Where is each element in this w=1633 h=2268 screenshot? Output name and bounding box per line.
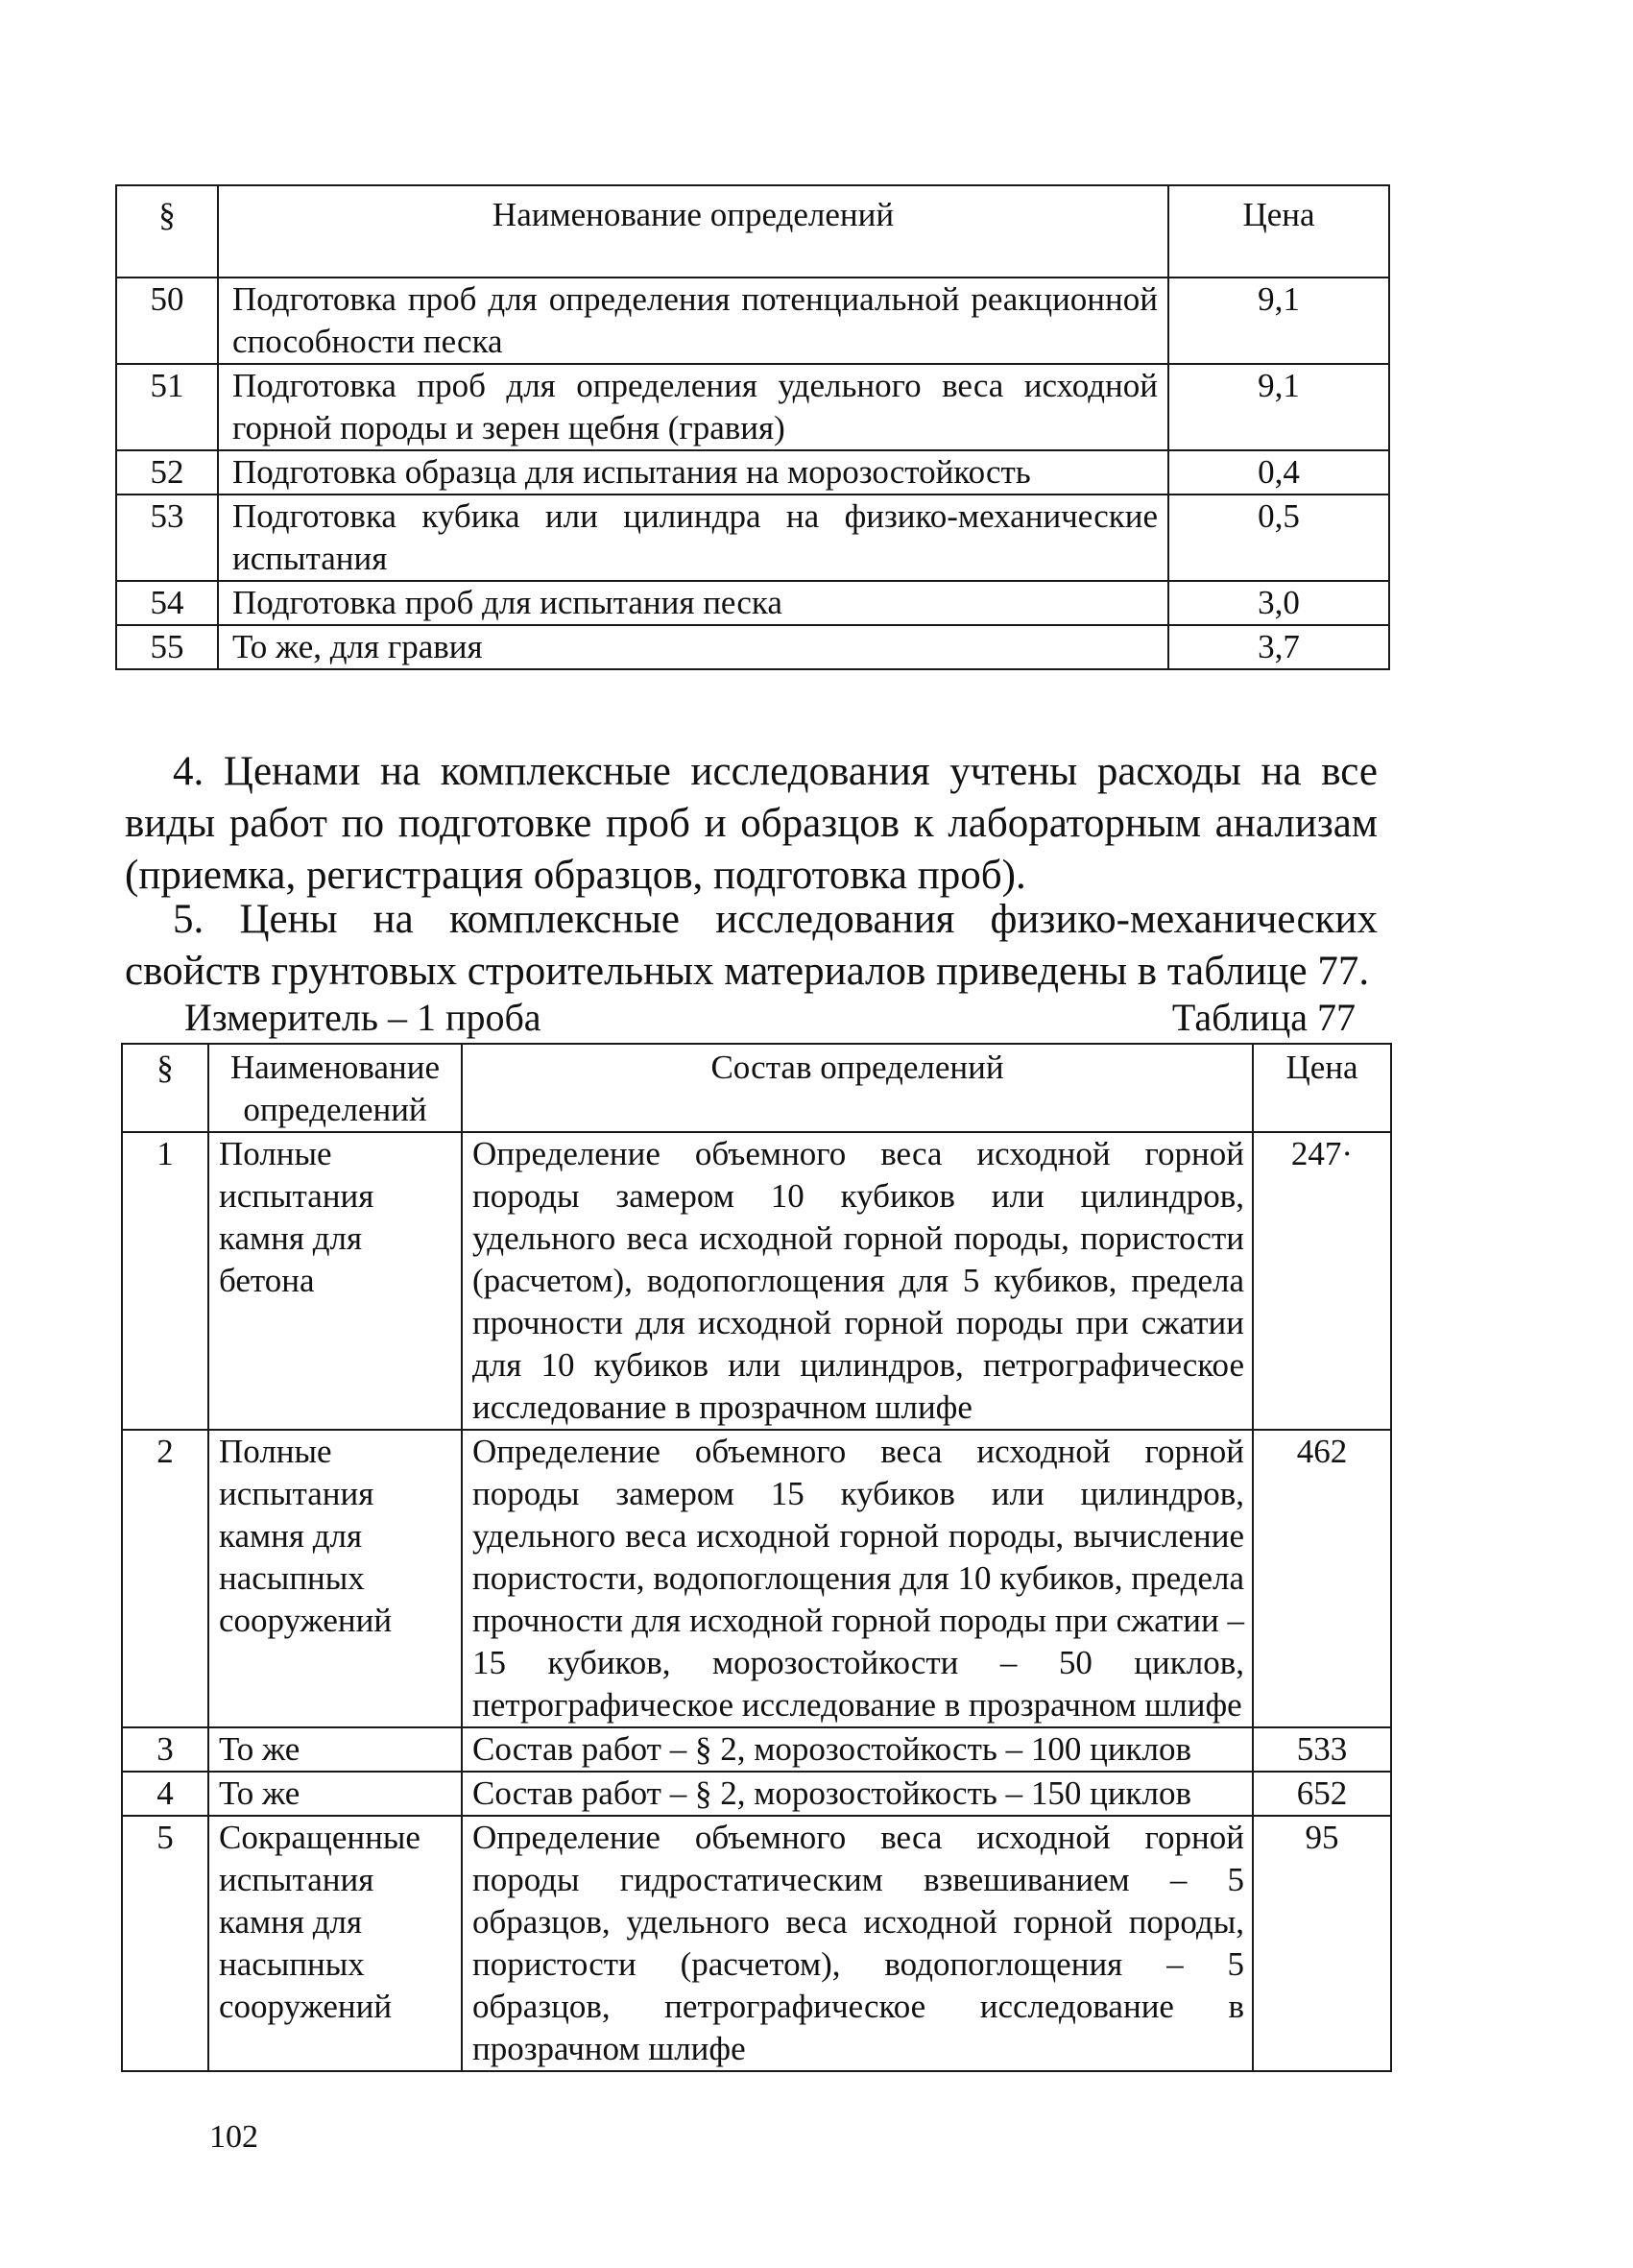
row-composition: Определение объемного веса исходной горной породы замером 15 кубиков или цилиндров, удельного веса исходной горной породы, вычисление пористости, водопоглощения для 10 кубиков, предела прочности для исходной горной породы при сжатии – 15 кубиков, морозостойкости – 50 циклов, петрографическое исследование в прозрачном шлифе xyxy=(462,1430,1253,1727)
row-name: Сокращенные испытания камня для насыпных сооружений xyxy=(208,1816,462,2071)
row-price: 9,1 xyxy=(1168,277,1389,364)
table-row xyxy=(116,495,1389,581)
row-price: 95 xyxy=(1253,1816,1391,2071)
row-price: 3,7 xyxy=(1168,625,1389,669)
table-row xyxy=(116,450,1389,495)
preparation-prices-table xyxy=(115,184,1390,670)
table-77-caption xyxy=(184,995,1356,1041)
row-name: Подготовка проб для испытания песка xyxy=(218,581,1168,625)
row-name: Подготовка образца для испытания на морозостойкость xyxy=(218,450,1168,495)
table-row xyxy=(116,277,1389,364)
header-section: § xyxy=(122,1044,208,1132)
table-header-row xyxy=(116,185,1389,277)
paragraph-5-text: 5. Цены на комплексные исследования физико-механических свойств грунтовых строительных материалов приведены в таблице 77. xyxy=(125,897,1378,994)
row-number: 52 xyxy=(116,450,218,495)
paragraph-5 xyxy=(125,894,1378,998)
row-name: Подготовка проб для определения потенциальной реакционной способности песка xyxy=(218,277,1168,364)
header-price: Цена xyxy=(1253,1044,1391,1132)
row-price: 0,4 xyxy=(1168,450,1389,495)
row-price: 652 xyxy=(1253,1772,1391,1816)
row-name: То же xyxy=(208,1727,462,1772)
row-composition: Определение объемного веса исходной горной породы гидростатическим взвешиванием – 5 образцов, удельного веса исходной горной породы, пористости (расчетом), водопоглощения – 5 образцов, петрографическое исследование в прозрачном шлифе xyxy=(462,1816,1253,2071)
table-row xyxy=(122,1430,1391,1727)
table-row xyxy=(122,1772,1391,1816)
row-number: 2 xyxy=(122,1430,208,1727)
table-row xyxy=(116,625,1389,669)
table-label: Таблица 77 xyxy=(1171,996,1356,1039)
table-row xyxy=(122,1727,1391,1772)
row-composition: Состав работ – § 2, морозостойкость – 150 циклов xyxy=(462,1772,1253,1816)
paragraph-4 xyxy=(125,746,1378,902)
row-name: То же xyxy=(208,1772,462,1816)
page-number: 102 xyxy=(209,2119,258,2155)
table-row xyxy=(116,581,1389,625)
complex-tests-table xyxy=(121,1043,1392,2072)
row-composition: Состав работ – § 2, морозостойкость – 100 циклов xyxy=(462,1727,1253,1772)
table-row xyxy=(122,1132,1391,1430)
row-price: 247· xyxy=(1253,1132,1391,1430)
row-price: 0,5 xyxy=(1168,495,1389,581)
row-name: Полные испытания камня для насыпных сооружений xyxy=(208,1430,462,1727)
header-name: Наименование определений xyxy=(208,1044,462,1132)
row-name: Подготовка проб для определения удельного веса исходной горной породы и зерен щебня (гравия) xyxy=(218,364,1168,450)
row-name: Подготовка кубика или цилиндра на физико-механические испытания xyxy=(218,495,1168,581)
row-number: 4 xyxy=(122,1772,208,1816)
row-number: 54 xyxy=(116,581,218,625)
row-composition: Определение объемного веса исходной горной породы замером 10 кубиков или цилиндров, удельного веса исходной горной породы, пористости (расчетом), водопоглощения для 5 кубиков, предела прочности для исходной горной породы при сжатии для 10 кубиков или цилиндров, петрографическое исследование в прозрачном шлифе xyxy=(462,1132,1253,1430)
row-number: 50 xyxy=(116,277,218,364)
row-number: 1 xyxy=(122,1132,208,1430)
row-price: 9,1 xyxy=(1168,364,1389,450)
row-name: Полные испытания камня для бетона xyxy=(208,1132,462,1430)
paragraph-4-text: 4. Ценами на комплексные исследования учтены расходы на все виды работ по подготовке проб и образцов к лабораторным анализам (приемка, регистрация образцов, подготовка проб). xyxy=(125,749,1378,898)
row-number: 51 xyxy=(116,364,218,450)
table-row xyxy=(122,1816,1391,2071)
row-price: 3,0 xyxy=(1168,581,1389,625)
row-price: 533 xyxy=(1253,1727,1391,1772)
row-price: 462 xyxy=(1253,1430,1391,1727)
row-name: То же, для гравия xyxy=(218,625,1168,669)
header-section: § xyxy=(116,185,218,277)
table-header-row xyxy=(122,1044,1391,1132)
measure-unit: Измеритель – 1 проба xyxy=(184,996,541,1039)
header-name: Наименование определений xyxy=(218,185,1168,277)
table-row xyxy=(116,364,1389,450)
row-number: 55 xyxy=(116,625,218,669)
row-number: 53 xyxy=(116,495,218,581)
header-composition: Состав определений xyxy=(462,1044,1253,1132)
row-number: 5 xyxy=(122,1816,208,2071)
row-number: 3 xyxy=(122,1727,208,1772)
header-price: Цена xyxy=(1168,185,1389,277)
